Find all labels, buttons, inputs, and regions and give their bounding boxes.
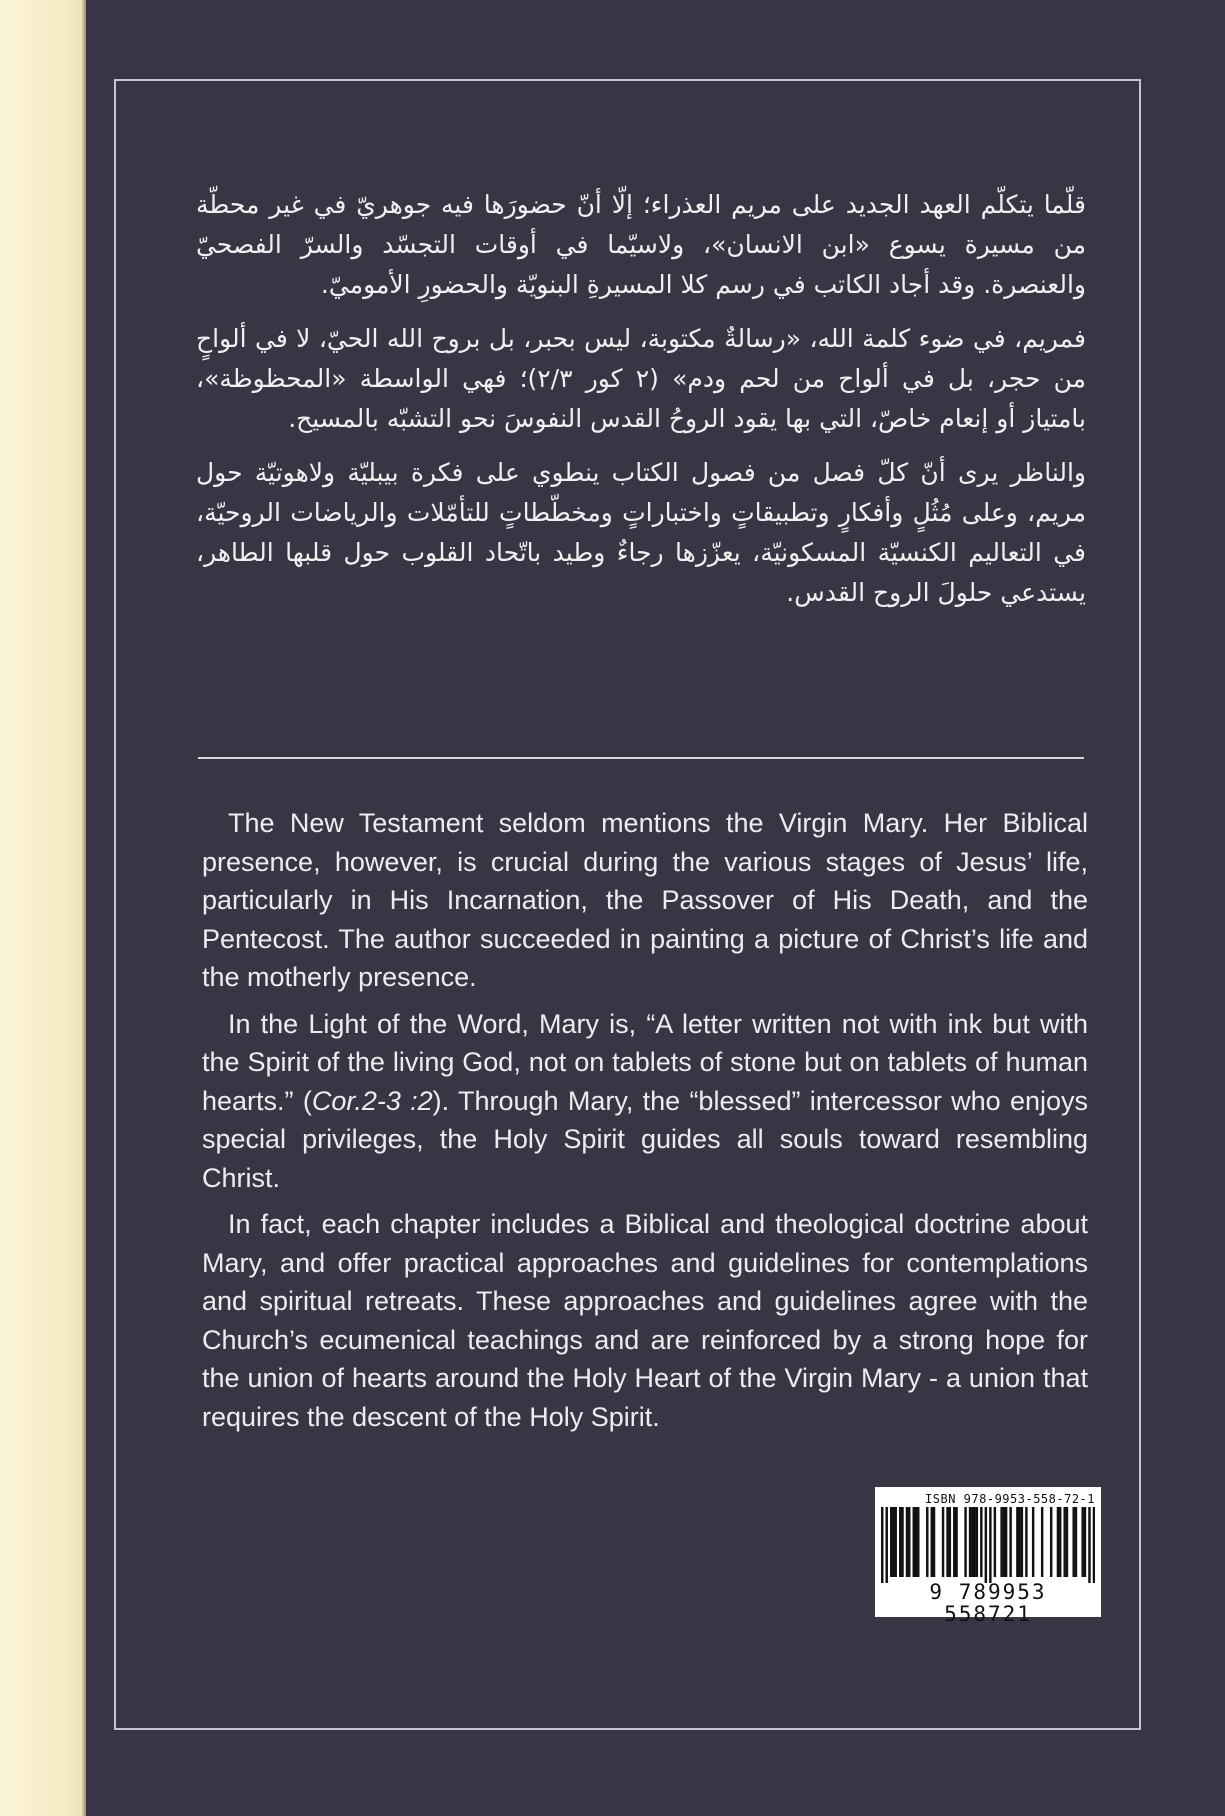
barcode-bar — [933, 1507, 935, 1577]
barcode-bar — [895, 1507, 897, 1577]
barcode-bar — [886, 1507, 888, 1583]
barcode-bar — [1075, 1507, 1077, 1577]
barcode-bar — [969, 1507, 971, 1577]
english-paragraph-2-text-b: ). Through Mary, the “blessed” intercessor who enjoys special privileges, the Holy Spirit guides all souls toward resembling Christ. — [202, 1085, 1088, 1193]
barcode-bar — [1025, 1507, 1027, 1577]
barcode-bar — [899, 1507, 901, 1577]
barcode-bar — [1016, 1507, 1018, 1577]
barcode-bar — [973, 1507, 975, 1577]
barcode-bar — [980, 1507, 982, 1577]
barcode-bar — [881, 1507, 883, 1583]
isbn-barcode — [875, 1487, 1101, 1626]
barcode-bar — [1050, 1507, 1052, 1577]
barcode-bar — [890, 1507, 892, 1577]
book-spine-edge — [0, 0, 86, 1816]
barcode-bar — [913, 1507, 915, 1577]
isbn-digits: 9 789953 558721 — [929, 1580, 1047, 1626]
barcode-bar — [953, 1507, 955, 1577]
barcode-bar — [931, 1507, 933, 1577]
barcode-bar — [955, 1507, 957, 1577]
barcode-bar — [1072, 1507, 1074, 1577]
barcode-bar — [1021, 1507, 1023, 1577]
barcode-bar — [946, 1507, 948, 1577]
barcode-bar — [1084, 1507, 1086, 1577]
english-paragraph-1: The New Testament seldom mentions the Virgin Mary. Her Biblical presence, however, is crucial during the various stages of Jesus’ life, particularly in His Incarnation, the Passover of His Death, and the Pentecost. The author succeeded in painting a picture of Christ’s life and the motherly presence. — [202, 808, 1088, 992]
english-blurb — [202, 804, 1088, 1444]
barcode-bar — [1081, 1507, 1083, 1577]
barcode-bar — [1009, 1507, 1011, 1577]
barcode-bar — [1003, 1507, 1005, 1577]
barcode-bar — [892, 1507, 894, 1577]
barcode-bar — [989, 1507, 991, 1583]
barcode-bar — [971, 1507, 973, 1577]
english-paragraph-2-text-a: In the Light of the Word, Mary is, “A letter written not with ink but with the Spirit of the living God, not on tablets of stone but on tablets of human hearts.” ( — [202, 1008, 1088, 1116]
barcode-bar — [949, 1507, 951, 1577]
barcode-bar — [976, 1507, 978, 1577]
isbn-label: ISBN 978-9953-558-72-1 — [925, 1492, 1095, 1506]
barcode-bar — [942, 1507, 944, 1577]
barcode-bar — [994, 1507, 996, 1577]
barcode-bar — [964, 1507, 966, 1577]
barcode-bar — [906, 1507, 908, 1577]
barcode-bar — [985, 1507, 987, 1583]
barcode-bar — [1088, 1507, 1090, 1583]
barcode-bar — [1063, 1507, 1065, 1577]
section-divider — [198, 757, 1084, 759]
barcode-bar — [908, 1507, 910, 1577]
barcode-bar — [1057, 1507, 1059, 1577]
barcode-bar — [1093, 1507, 1095, 1583]
arabic-blurb — [196, 185, 1086, 627]
barcode-bar — [926, 1507, 928, 1577]
barcode-bar — [1066, 1507, 1068, 1577]
arabic-paragraph-3: والناظر يرى أنّ كلّ فصل من فصول الكتاب ينطوي على فكرة بيبليّة ولاهوتيّة حول مريم، وعلى مُثُلٍ وأفكارٍ وتطبيقاتٍ واختباراتٍ ومخطّطاتٍ للتأمّلات والرياضات الروحيّة، في التعاليم الكنسيّة المسكونيّة، يعزّزها رجاءٌ وطيد باتّحاد القلوب حول قلبها الطاهر، يستدعي حلولَ الروح القدس. — [196, 458, 1086, 607]
barcode-bars — [881, 1507, 1095, 1583]
barcode-bar — [1018, 1507, 1020, 1577]
barcode-bar — [1032, 1507, 1034, 1577]
barcode-bar — [1041, 1507, 1043, 1577]
barcode-bar — [1059, 1507, 1061, 1577]
barcode-bar — [917, 1507, 919, 1577]
arabic-paragraph-2: فمريم، في ضوء كلمة الله، «رسالةٌ مكتوبة، ليس بحبر، بل بروح الله الحيّ، لا في ألواحٍ من حجر، بل في ألواح من لحم ودم» (٢ كور ٢/٣)؛ فهي الواسطة «المحظوظة»، بامتياز أو إنعام خاصّ، التي بها يقود الروحُ القدس النفوسَ نحو التشبّه بالمسيح. — [196, 324, 1086, 433]
english-paragraph-2 — [202, 1005, 1088, 1198]
arabic-paragraph-1: قلّما يتكلّم العهد الجديد على مريم العذراء؛ إلّا أنّ حضورَها فيه جوهريّ في غير محطّة من مسيرة يسوع «ابن الانسان»، ولاسيّما في أوقات التجسّد والسرّ الفصحيّ والعنصرة. وقد أجاد الكاتب في رسم كلا المسيرةِ البنويّة والحضورِ الأموميّ. — [196, 190, 1086, 299]
barcode-bar — [1000, 1507, 1002, 1577]
barcode-bar — [901, 1507, 903, 1577]
barcode-bar — [915, 1507, 917, 1577]
english-paragraph-3: In fact, each chapter includes a Biblical and theological doctrine about Mary, and offer practical approaches and guidelines for contemplations and spiritual retreats. These approaches and guidelines agree with the Church’s ecumenical teachings and are reinforced by a strong hope for the union of hearts around the Holy Heart of the Virgin Mary - a union that requires the descent of the Holy Spirit. — [202, 1209, 1088, 1432]
bible-citation: Cor.2-3 :2 — [311, 1085, 433, 1116]
barcode-bar — [1005, 1507, 1007, 1577]
